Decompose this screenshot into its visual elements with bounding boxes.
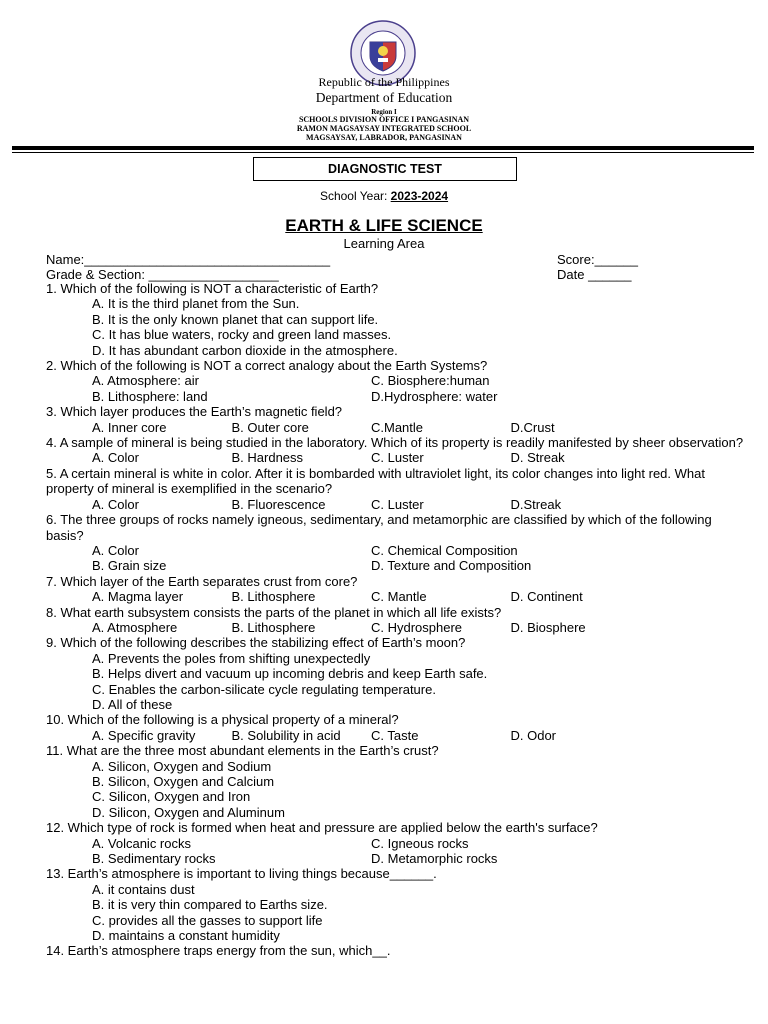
option-10b: B. Solubility in acid (231, 727, 341, 743)
option-6d: D. Texture and Composition (371, 558, 532, 574)
question-6: 6. The three groups of rocks namely igneous, sedimentary, and metamorphic are classified by which of the following basis? (46, 512, 712, 543)
option-4a: A. Color (92, 450, 139, 466)
question-7: 7. Which layer of the Earth separates crust from core? (46, 573, 358, 589)
learning-area: Learning Area (343, 236, 425, 251)
question-1: 1. Which of the following is NOT a characteristic of Earth? (46, 281, 379, 296)
option-8b: B. Lithosphere (231, 619, 316, 635)
option-6c: C. Chemical Composition (371, 542, 518, 558)
school-year-label: School Year: (319, 189, 391, 203)
region-line: Region I (371, 108, 397, 116)
division-line: SCHOOLS DIVISION OFFICE I PANGASINAN (298, 115, 470, 124)
option-5d: D.Streak (510, 496, 562, 512)
test-title-box (253, 157, 517, 181)
option-11c: C. Silicon, Oxygen and Iron (92, 789, 251, 805)
question-12: 12. Which type of rock is formed when heat and pressure are applied below the earth's surface? (46, 820, 598, 836)
score-field[interactable]: Score:______ (557, 252, 638, 267)
option-12a: A. Volcanic rocks (92, 835, 191, 851)
option-2d: D.Hydrosphere: water (371, 388, 498, 404)
option-2a: A. Atmosphere: air (92, 373, 199, 389)
school-year (0, 189, 768, 203)
question-8: 8. What earth subsystem consists the parts of the planet in which all life exists? (46, 604, 502, 620)
option-13c: C. provides all the gasses to support life (92, 912, 323, 928)
option-3a: A. Inner core (92, 419, 167, 435)
question-5: 5. A certain mineral is white in color. After it is bombarded with ultraviolet light, its color changes into light red. What property of mineral is exemplified in the scenario? (46, 465, 705, 497)
option-1b: B. It is the only known planet that can support life. (92, 311, 379, 327)
option-7c: C. Mantle (371, 589, 427, 605)
option-7b: B. Lithosphere (231, 589, 316, 605)
option-2b: B. Lithosphere: land (92, 388, 208, 404)
option-10c: C. Taste (371, 727, 419, 743)
option-1c: C. It has blue waters, rocky and green land masses. (92, 327, 392, 343)
question-13: 13. Earth’s atmosphere is important to living things because______. (46, 866, 437, 882)
question-14: 14. Earth’s atmosphere traps energy from the sun, which__. (46, 943, 391, 959)
option-1d: D. It has abundant carbon dioxide in the atmosphere. (92, 342, 398, 358)
option-7a: A. Magma layer (92, 589, 184, 605)
department-line: Department of Education (315, 90, 453, 105)
option-3b: B. Outer core (231, 419, 309, 435)
school-line: RAMON MAGSAYSAY INTEGRATED SCHOOL (296, 124, 472, 133)
option-13b: B. it is very thin compared to Earths size. (92, 897, 328, 913)
option-11d: D. Silicon, Oxygen and Aluminum (92, 804, 285, 820)
option-12b: B. Sedimentary rocks (92, 851, 216, 867)
option-5c: C. Luster (371, 496, 424, 512)
option-12c: C. Igneous rocks (371, 835, 469, 851)
question-list (46, 281, 746, 959)
option-7d: D. Continent (510, 589, 583, 605)
option-9c: C. Enables the carbon-silicate cycle regulating temperature. (92, 681, 436, 697)
republic-line: Republic of the Philippines (318, 75, 450, 89)
option-5b: B. Fluorescence (231, 496, 326, 512)
option-3d: D.Crust (510, 419, 555, 435)
question-3: 3. Which layer produces the Earth’s magnetic field? (46, 404, 343, 420)
date-field[interactable]: Date ______ (557, 267, 632, 282)
option-10a: A. Specific gravity (92, 727, 196, 743)
name-field[interactable]: Name:__________________________________ (46, 252, 331, 267)
option-3c: C.Mantle (371, 419, 424, 435)
test-title: DIAGNOSTIC TEST (328, 162, 442, 176)
grade-section-field[interactable]: Grade & Section: __________________ (46, 267, 279, 282)
option-2c: C. Biosphere:human (371, 373, 490, 389)
option-11a: A. Silicon, Oxygen and Sodium (92, 758, 272, 774)
option-5a: A. Color (92, 496, 139, 512)
option-4d: D. Streak (510, 450, 565, 466)
option-9d: D. All of these (92, 696, 173, 712)
option-4b: B. Hardness (231, 450, 304, 466)
option-10d: D. Odor (510, 727, 557, 743)
question-11: 11. What are the three most abundant elements in the Earth’s crust? (46, 743, 439, 759)
header-divider-thick (12, 146, 754, 150)
option-9a: A. Prevents the poles from shifting unexpectedly (92, 650, 371, 666)
option-8a: A. Atmosphere (92, 619, 178, 635)
option-11b: B. Silicon, Oxygen and Calcium (92, 774, 275, 789)
option-6a: A. Color (92, 542, 139, 558)
header-divider-thin (12, 152, 754, 153)
question-9: 9. Which of the following describes the stabilizing effect of Earth’s moon? (46, 635, 466, 651)
option-4c: C. Luster (371, 450, 424, 466)
address-line: MAGSAYSAY, LABRADOR, PANGASINAN (306, 133, 462, 142)
question-10: 10. Which of the following is a physical property of a mineral? (46, 712, 399, 728)
option-8c: C. Hydrosphere (371, 619, 463, 635)
option-13a: A. it contains dust (92, 881, 195, 897)
question-2: 2. Which of the following is NOT a correct analogy about the Earth Systems? (46, 358, 488, 374)
subject-title: EARTH & LIFE SCIENCE (285, 216, 483, 235)
school-year-value: 2023-2024 (390, 189, 449, 203)
option-13d: D. maintains a constant humidity (92, 928, 280, 944)
option-6b: B. Grain size (92, 558, 167, 574)
option-12d: D. Metamorphic rocks (371, 851, 498, 867)
question-4: 4. A sample of mineral is being studied in the laboratory. Which of its property is readily manifested by sheer observation? (46, 435, 744, 451)
option-1a: A. It is the third planet from the Sun. (92, 296, 300, 312)
option-9b: B. Helps divert and vacuum up incoming debris and keep Earth safe. (92, 666, 488, 682)
option-8d: D. Biosphere (510, 619, 586, 635)
